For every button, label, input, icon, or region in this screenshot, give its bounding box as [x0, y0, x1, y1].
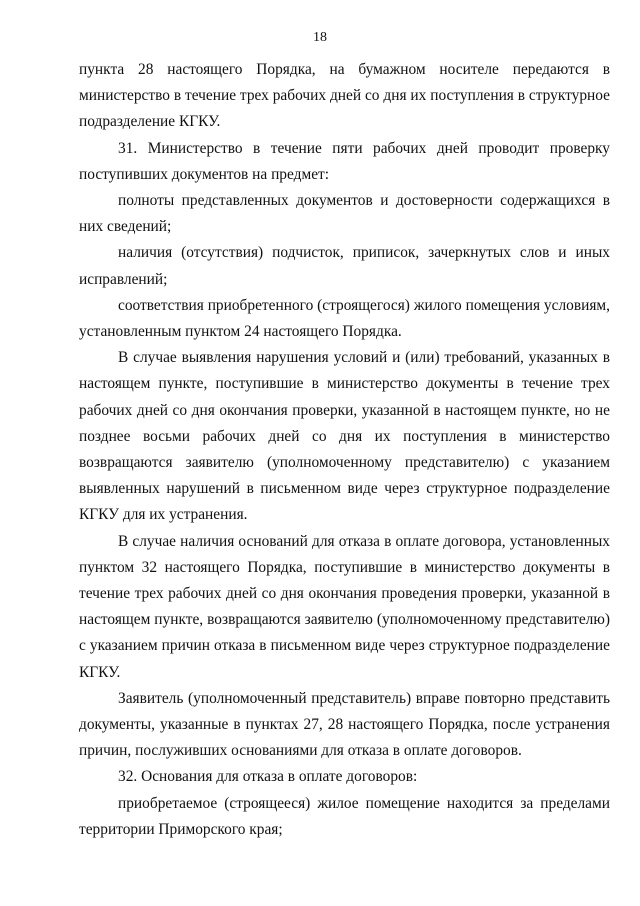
- document-body: [79, 57, 610, 843]
- paragraph-item-32: 32. Основания для отказа в оплате договоров:: [118, 768, 418, 786]
- paragraph-violations-return: В случае выявления нарушения условий и (или) требований, указанных в настоящем пункте, поступившие в министерство документы в течение трех рабочих дней со дня окончания проверки, указанной в настоящем пункте, но не позднее восьми рабочих дней со дня их поступления в министерство возвращаются заявителю (уполномоченному представителю) с указанием выявленных нарушений в письменном виде через структурное подразделение КГКУ для их устранения.: [79, 349, 610, 524]
- paragraph-item-31: 31. Министерство в течение пяти рабочих дней проводит проверку поступивших документов на предмет:: [79, 139, 610, 183]
- paragraph-refusal-return: В случае наличия оснований для отказа в оплате договора, установленных пунктом 32 настоящего Порядка, поступившие в министерство документы в течение трех рабочих дней со дня окончания проведения проверки, указанной в настоящем пункте, возвращаются заявителю (уполномоченному представителю) с указанием причин отказа в письменном виде через структурное подразделение КГКУ.: [79, 532, 610, 681]
- page-number: 18: [313, 30, 327, 45]
- paragraph-resubmission: Заявитель (уполномоченный представитель) вправе повторно представить документы, указанные в пунктах 27, 28 настоящего Порядка, после устранения причин, послуживших основаниями для отказа в оплате договоров.: [79, 689, 610, 760]
- paragraph-check-completeness: полноты представленных документов и достоверности содержащихся в них сведений;: [79, 192, 610, 236]
- paragraph-continuation: пункта 28 настоящего Порядка, на бумажном носителе передаются в министерство в течение трех рабочих дней со дня их поступления в структурное подразделение КГКУ.: [79, 61, 610, 131]
- paragraph-check-conformity: соответствия приобретенного (строящегося) жилого помещения условиям, установленным пунктом 24 настоящего Порядка.: [79, 296, 610, 341]
- paragraph-check-corrections: наличия (отсутствия) подчисток, приписок, зачеркнутых слов и иных исправлений;: [79, 244, 610, 288]
- paragraph-refusal-ground: приобретаемое (строящееся) жилое помещение находится за пределами территории Приморского края;: [79, 794, 610, 838]
